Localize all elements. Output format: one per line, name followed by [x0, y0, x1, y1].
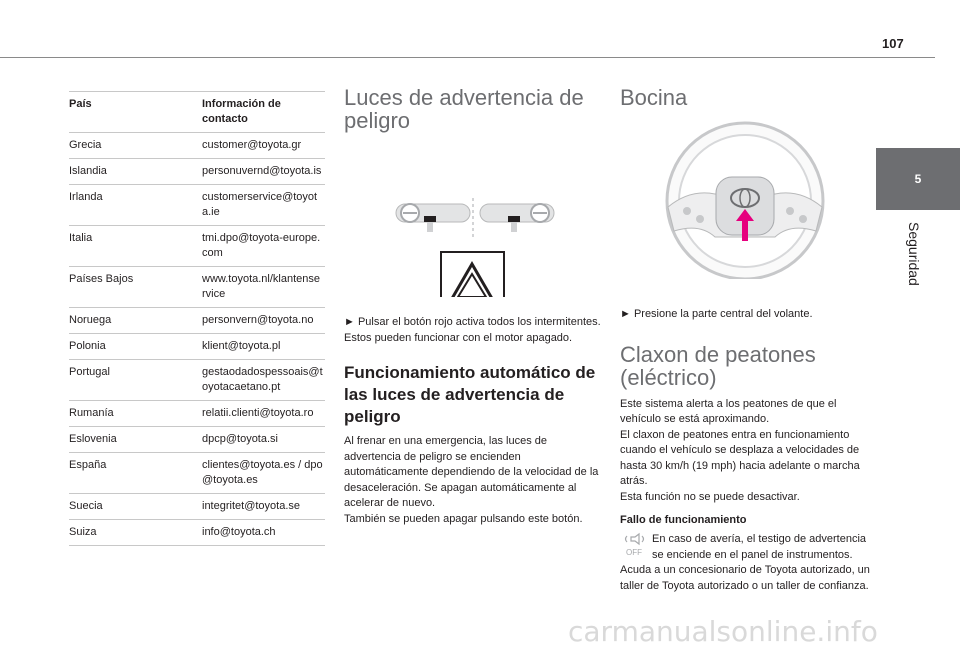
auto-hazard-title: Funcionamiento automático de las luces de advertencia de peligro — [344, 363, 596, 426]
country-cell: Rumanía — [69, 401, 202, 427]
country-cell: Países Bajos — [69, 267, 202, 308]
table-header-row — [69, 92, 325, 133]
contact-cell: clientes@toyota.es / dpo@toyota.es — [202, 453, 325, 494]
fault-text: En caso de avería, el testigo de advertencia se enciende en el panel de instrumentos. — [652, 533, 867, 561]
contact-cell: gestaodadospessoais@toyotacaetano.pt — [202, 360, 325, 401]
contact-cell: dpcp@toyota.si — [202, 427, 325, 453]
country-cell: Polonia — [69, 334, 202, 360]
table-row — [69, 185, 325, 226]
steering-column-left-icon — [396, 204, 470, 232]
contact-cell: tmi.dpo@toyota-europe.com — [202, 226, 325, 267]
fault-text-2: Acuda a un concesionario de Toyota autorizado, un taller de Toyota autorizado o un taller de confianza. — [620, 564, 870, 592]
table-row — [69, 133, 325, 159]
hazard-section — [344, 86, 602, 527]
contact-cell: info@toyota.ch — [202, 520, 325, 546]
steering-wheel-icon — [667, 123, 823, 279]
pedestrian-horn-off-icon — [620, 532, 648, 563]
pedestrian-horn-title: Claxon de peatones (eléctrico) — [620, 341, 816, 390]
horn-instruction: ► Presione la parte central del volante. — [620, 308, 813, 320]
country-cell: Italia — [69, 226, 202, 267]
country-cell: Irlanda — [69, 185, 202, 226]
contact-cell: personvern@toyota.no — [202, 308, 325, 334]
country-cell: Noruega — [69, 308, 202, 334]
hazard-title: Luces de advertencia de peligro — [344, 85, 584, 133]
hazard-instruction: ► Pulsar el botón rojo activa todos los intermitentes. Estos pueden funcionar con el motor apagado. — [344, 316, 601, 344]
contact-cell: customer@toyota.gr — [202, 133, 325, 159]
chapter-label: Seguridad — [906, 222, 922, 286]
horn-title: Bocina — [620, 85, 688, 110]
fault-row — [620, 532, 878, 563]
table-row — [69, 334, 325, 360]
country-cell: Suecia — [69, 494, 202, 520]
hazard-illustration — [344, 142, 602, 297]
steering-column-right-icon — [480, 204, 554, 232]
pedestrian-text-2: El claxon de peatones entra en funcionamiento cuando el vehículo se desplaza a velocidades de hasta 30 km/h (19 mph) hacia adelante o marcha atrás. — [620, 428, 860, 487]
country-cell: Eslovenia — [69, 427, 202, 453]
country-cell: Portugal — [69, 360, 202, 401]
header-rule — [0, 57, 935, 58]
pedestrian-text-1: Este sistema alerta a los peatones de que el vehículo se está aproximando. — [620, 397, 837, 425]
contacts-table — [69, 91, 325, 546]
table-row — [69, 427, 325, 453]
pedestrian-text-3: Esta función no se puede desactivar. — [620, 490, 800, 503]
steering-wheel-illustration — [620, 119, 878, 279]
table-row — [69, 308, 325, 334]
chapter-number: 5 — [914, 172, 922, 186]
table-row — [69, 226, 325, 267]
page-number: 107 — [882, 36, 904, 51]
country-cell: Islandia — [69, 159, 202, 185]
auto-hazard-text-2: También se pueden apagar pulsando este botón. — [344, 512, 583, 525]
contact-cell: customerservice@toyota.ie — [202, 185, 325, 226]
header-contact: Información de contacto — [202, 92, 325, 133]
hazard-button-icon — [441, 252, 504, 297]
country-cell: Grecia — [69, 133, 202, 159]
auto-hazard-text-1: Al frenar en una emergencia, las luces de advertencia de peligro se encienden automáticamente dependiendo de la velocidad de la desaceleración. Se apagan automáticamente al acelerar de nuevo. — [344, 435, 599, 509]
contact-cell: relatii.clienti@toyota.ro — [202, 401, 325, 427]
contact-cell: klient@toyota.pl — [202, 334, 325, 360]
table-row — [69, 520, 325, 546]
table-row — [69, 401, 325, 427]
contact-cell: integritet@toyota.se — [202, 494, 325, 520]
table-row — [69, 267, 325, 308]
off-label: OFF — [626, 548, 642, 557]
country-cell: España — [69, 453, 202, 494]
chapter-tab[interactable] — [876, 148, 960, 210]
table-row — [69, 360, 325, 401]
watermark: carmanualsonline.info — [568, 615, 878, 648]
header-country: País — [69, 92, 202, 133]
contact-cell: personuvernd@toyota.is — [202, 159, 325, 185]
table-row — [69, 494, 325, 520]
table-row — [69, 159, 325, 185]
table-row — [69, 453, 325, 494]
horn-section — [620, 86, 878, 594]
contact-cell: www.toyota.nl/klantenservice — [202, 267, 325, 308]
fault-title: Fallo de funcionamiento — [620, 514, 747, 526]
country-cell: Suiza — [69, 520, 202, 546]
